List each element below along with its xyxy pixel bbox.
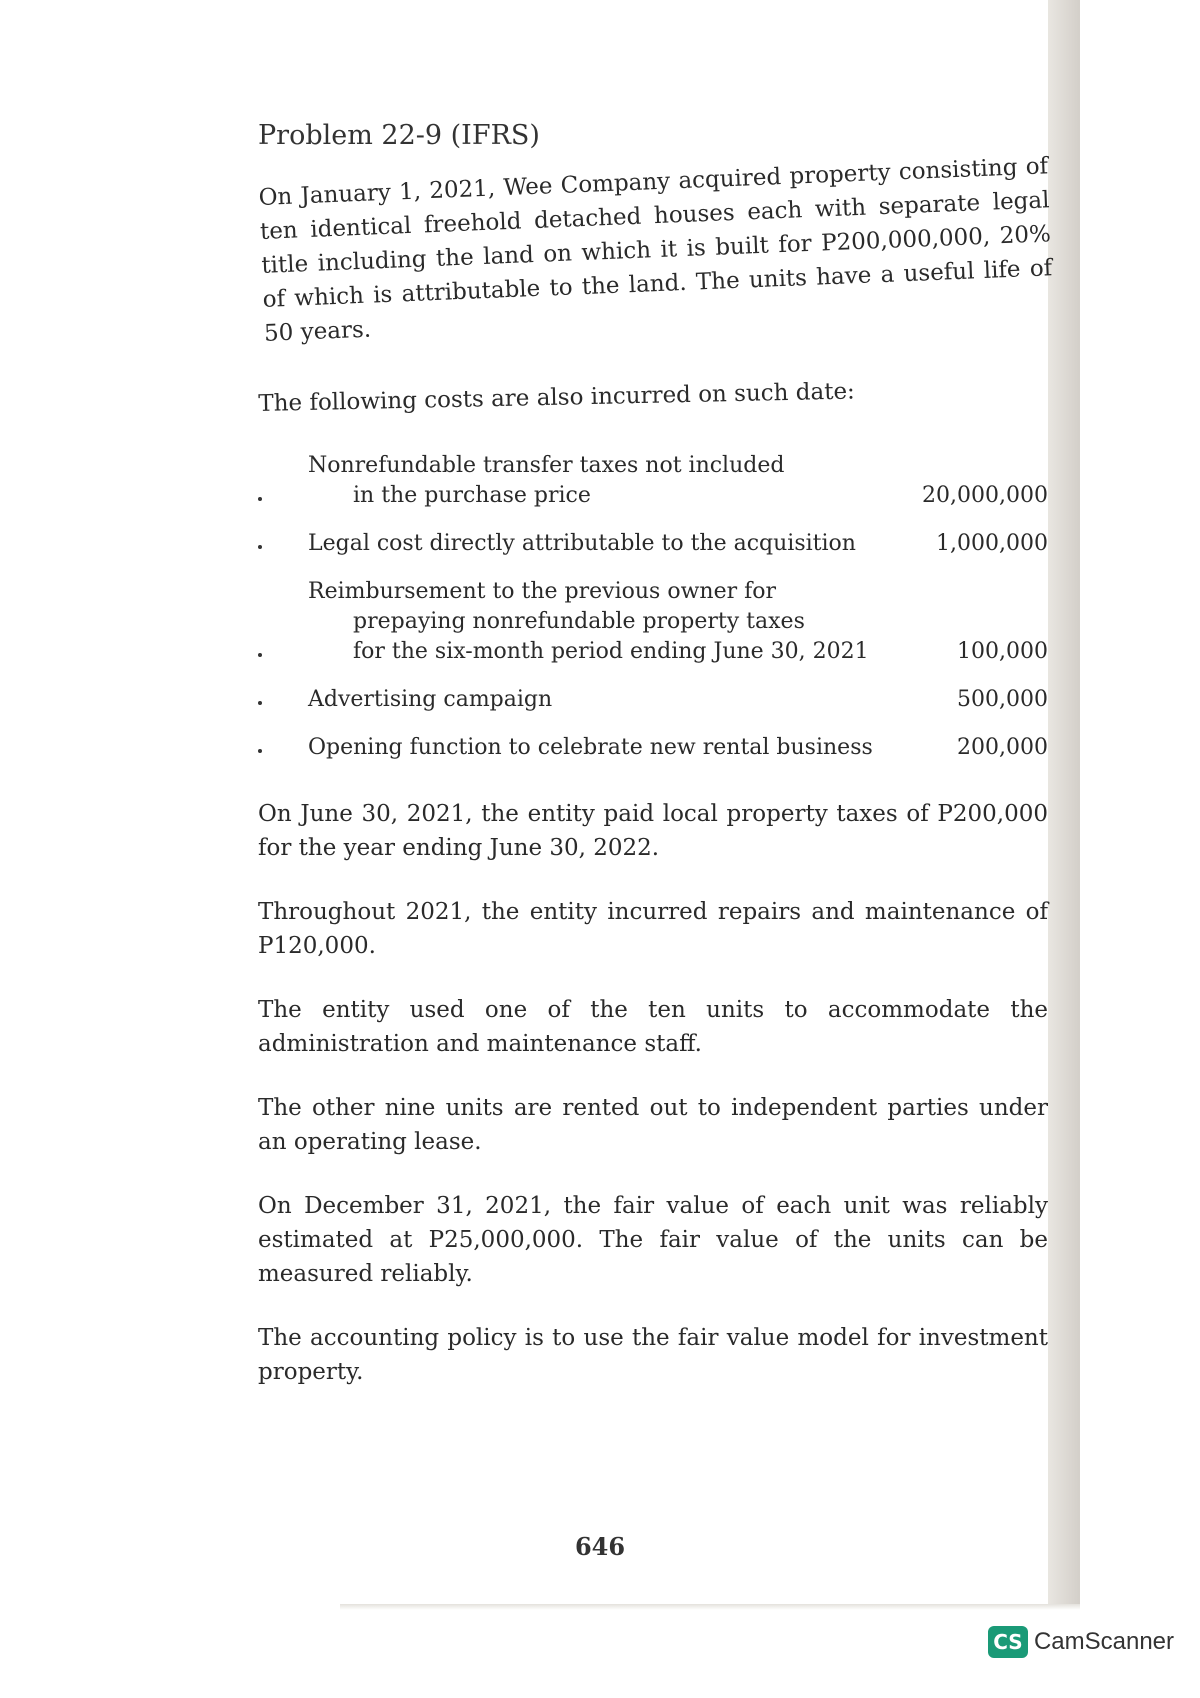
- page-bottom-shadow: [340, 1604, 1080, 1610]
- cost-description: [308, 733, 873, 763]
- cost-description-line: Reimbursement to the previous owner for: [308, 579, 777, 604]
- cost-description-line: Opening function to celebrate new rental business: [308, 735, 873, 760]
- bullet-icon: [258, 701, 262, 705]
- cost-description-line: Nonrefundable transfer taxes not included: [308, 453, 785, 478]
- owner-use-paragraph: The entity used one of the ten units to accommodate the administration and maintenance staff.: [258, 997, 1048, 1057]
- intro-paragraph: On January 1, 2021, Wee Company acquired property consisting of ten identical freehold detached houses each with separate legal title including the land on which it is built for P200,000,000, 20% of which is attributable to the land. The units have a useful life of 50 years.: [258, 153, 1053, 347]
- cost-item: [258, 733, 1048, 763]
- problem-title: Problem 22-9 (IFRS): [258, 120, 540, 151]
- camscanner-watermark: [988, 1626, 1174, 1658]
- bullet-icon: [258, 497, 262, 501]
- repairs-paragraph: Throughout 2021, the entity incurred repairs and maintenance of P120,000.: [258, 899, 1048, 959]
- cost-description: [308, 451, 784, 511]
- cost-list: [258, 451, 1048, 763]
- cost-description-line: Legal cost directly attributable to the acquisition: [308, 531, 856, 556]
- cost-description-line: prepaying nonrefundable property taxes: [353, 609, 805, 634]
- cost-amount: 20,000,000: [922, 483, 1048, 508]
- accounting-policy-paragraph: The accounting policy is to use the fair value model for investment property.: [258, 1325, 1048, 1385]
- cost-item: [258, 577, 1048, 667]
- rental-paragraph: The other nine units are rented out to independent parties under an operating lease.: [258, 1095, 1048, 1155]
- camscanner-name: CamScanner: [1033, 1628, 1174, 1655]
- cost-amount: 1,000,000: [936, 531, 1048, 556]
- costs-intro: The following costs are also incurred on such date:: [258, 378, 856, 417]
- cost-description-line: in the purchase price: [353, 483, 591, 508]
- cost-amount: 100,000: [957, 639, 1048, 664]
- page-number: 646: [574, 1532, 626, 1561]
- cost-item: [258, 451, 1048, 511]
- camscanner-logo-icon: CS: [988, 1626, 1028, 1658]
- cost-description: [308, 529, 856, 559]
- cost-amount: 500,000: [957, 687, 1048, 712]
- cost-description-line: Advertising campaign: [308, 687, 553, 712]
- cost-description: [308, 685, 552, 715]
- bullet-icon: [258, 749, 262, 753]
- cost-item: [258, 685, 1048, 715]
- fair-value-paragraph: On December 31, 2021, the fair value of each unit was reliably estimated at P25,000,000. The fair value of the units can be measured reliably.: [258, 1193, 1048, 1287]
- cost-item: [258, 529, 1048, 559]
- page-edge-shadow: [1048, 0, 1080, 1610]
- cost-amount: 200,000: [957, 735, 1048, 760]
- cost-description-line: for the six-month period ending June 30, 2021: [353, 639, 869, 664]
- bullet-icon: [258, 653, 262, 657]
- property-taxes-paragraph: On June 30, 2021, the entity paid local property taxes of P200,000 for the year ending June 30, 2022.: [258, 801, 1048, 861]
- document-page: [258, 120, 1053, 1419]
- bullet-icon: [258, 545, 262, 549]
- cost-description: [308, 577, 869, 667]
